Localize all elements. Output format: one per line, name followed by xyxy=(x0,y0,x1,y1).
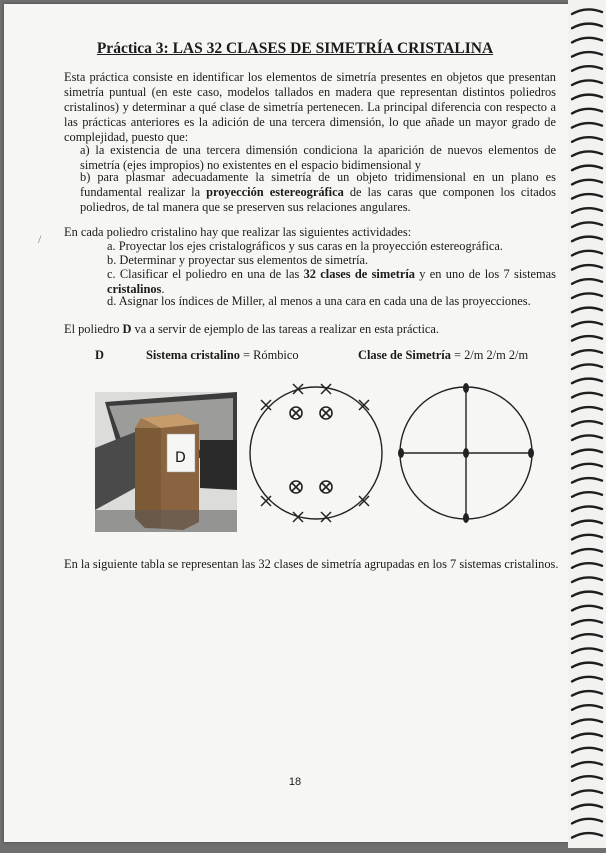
item-a: a) la existencia de una tercera dimensión condiciona la aparición de nuevos elementos de simetría (ejes impropios) no existentes en el espacio bidimensional y xyxy=(80,143,556,172)
item-b-text-1: b) para plasmar adecuadamente la simetría de un objeto tridimensional en un plano es fundamental realizar la xyxy=(80,170,556,199)
wooden-model-photo xyxy=(95,392,237,532)
example-text-1: El poliedro xyxy=(64,322,123,336)
table-intro: En la siguiente tabla se representan las 32 clases de simetría agrupadas en los 7 sistemas cristalinos. xyxy=(64,557,559,571)
item-b xyxy=(80,170,556,215)
activity-d: d. Asignar los índices de Miller, al menos a una cara en cada una de las proyecciones. xyxy=(107,294,531,308)
photo-tag: D xyxy=(175,450,186,466)
spiral-coils xyxy=(568,0,606,848)
activities-intro: En cada poliedro cristalino hay que realizar las siguientes actividades: xyxy=(64,225,412,239)
edge-cross-markers xyxy=(261,384,369,522)
activity-c-text-3: . xyxy=(161,282,165,296)
symmetry-class-value: = 2/m 2/m 2/m xyxy=(450,348,529,362)
example-text-2: va a servir de ejemplo de las tareas a realizar en esta práctica. xyxy=(131,322,439,336)
page-number: 18 xyxy=(288,776,302,788)
crystal-system xyxy=(146,348,299,363)
stereographic-projection-faces xyxy=(246,383,386,525)
margin-pencil-mark: / xyxy=(38,232,42,246)
symmetry-class xyxy=(358,348,528,363)
item-b-text-2: de las caras que componen los citados poliedros, de tal manera que se preserven sus relaciones angulares. xyxy=(80,185,556,214)
spiral-binding xyxy=(568,0,606,848)
model-illustration xyxy=(95,392,237,532)
symmetry-class-label: Clase de Simetría xyxy=(358,348,451,362)
activity-b: b. Determinar y proyectar sus elementos de simetría. xyxy=(107,253,369,267)
activity-c-bold-1: 32 clases de simetría xyxy=(303,267,415,281)
stereographic-projection-symmetry xyxy=(396,383,536,525)
activity-c-text-1: c. Clasificar el poliedro en una de las xyxy=(107,267,304,281)
item-b-bold: proyección estereográfica xyxy=(206,185,344,199)
activity-c-text-2: y en uno de los 7 sistemas xyxy=(414,267,557,281)
polyhedron-label: D xyxy=(95,348,104,362)
example-sentence xyxy=(64,322,556,337)
face-pole-markers xyxy=(290,407,332,493)
intro-paragraph: Esta práctica consiste en identificar los elementos de simetría presentes en objetos que presentan simetría puntual (en este caso, modelos tallados en madera que representan distintos poliedros cristalinos) y determinar a qué clase de simetría pertenecen. La principal diferencia con respecto a las prácticas anteriores es la adición de una tercera dimensión, lo que añade un mayor grado de complejidad, puesto que: xyxy=(64,70,556,144)
activity-c xyxy=(107,267,556,297)
crystal-system-value: = Rómbico xyxy=(239,348,299,362)
activity-a: a. Proyectar los ejes cristalográficos y sus caras en la proyección estereográfica. xyxy=(107,239,503,253)
example-bold: D xyxy=(122,322,132,336)
activity-c-bold-2: cristalinos xyxy=(107,282,162,296)
page-title: Práctica 3: LAS 32 CLASES DE SIMETRÍA CRISTALINA xyxy=(96,40,494,57)
crystal-system-label: Sistema cristalino xyxy=(146,348,240,362)
